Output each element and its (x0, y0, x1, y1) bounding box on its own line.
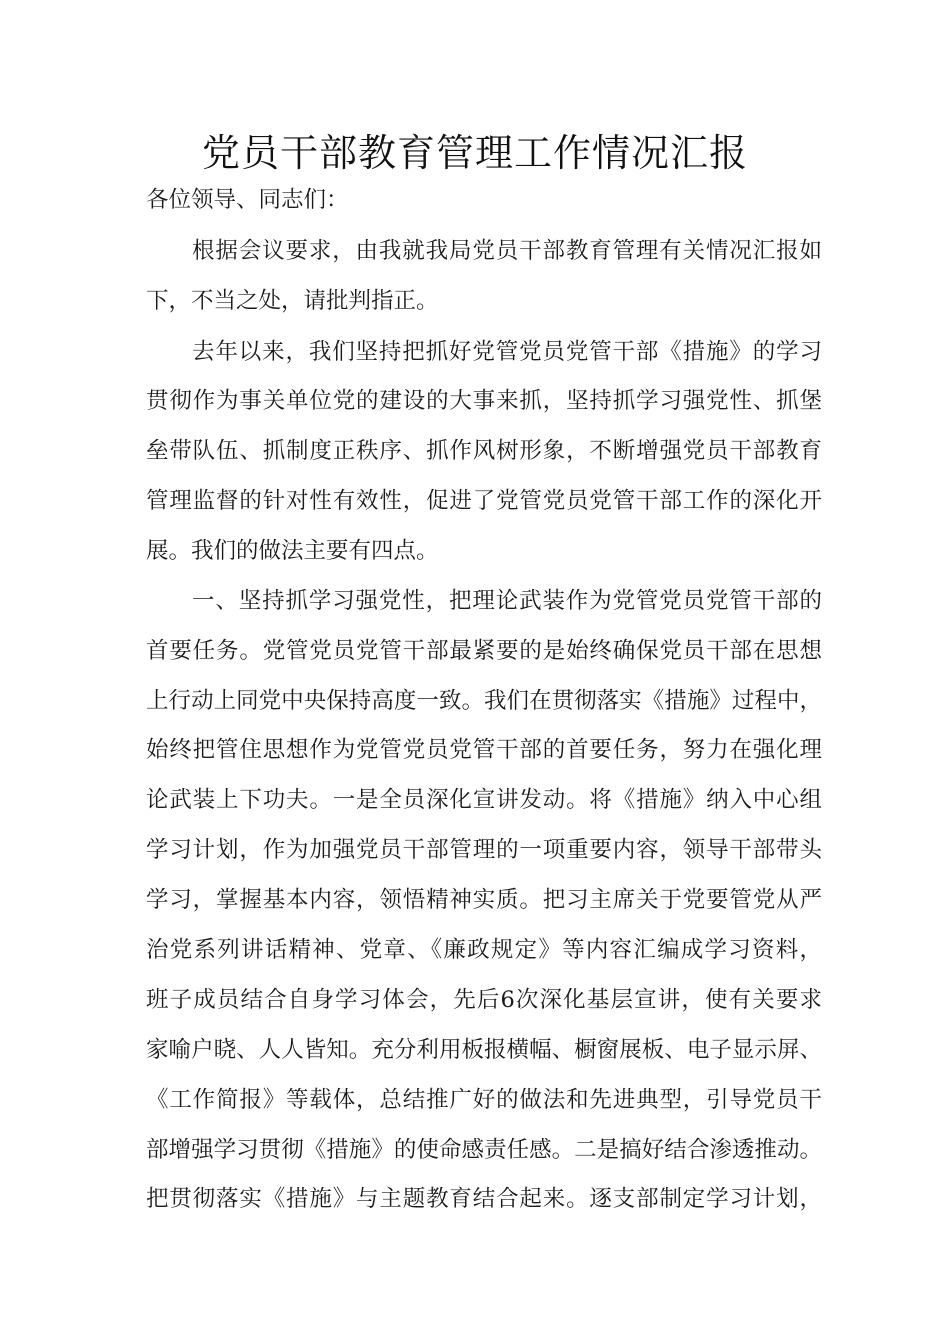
document-title: 党员干部教育管理工作情况汇报 (201, 131, 748, 175)
body-line: 班子成员结合自身学习体会，先后6次深化基层宣讲，使有关要求 (146, 987, 822, 1013)
salutation-line: 各位领导、同志们： (146, 187, 349, 213)
body-line: 根据会议要求，由我就我局党员干部教育管理有关情况汇报如 (192, 238, 822, 264)
body-line: 始终把管住思想作为党管党员党管干部的首要任务，努力在强化理 (146, 737, 822, 763)
body-line: 管理监督的针对性有效性，促进了党管党员党管干部工作的深化开 (146, 488, 822, 514)
body-line: 贯彻作为事关单位党的建设的大事来抓，坚持抓学习强党性、抓堡 (146, 388, 822, 414)
body-line: 学习，掌握基本内容，领悟精神实质。把习主席关于党要管党从严 (146, 887, 822, 913)
body-line: 首要任务。党管党员党管干部最紧要的是始终确保党员干部在思想 (146, 638, 822, 664)
body-line: 上行动上同党中央保持高度一致。我们在贯彻落实《措施》过程中， (146, 688, 822, 714)
body-line: 一、坚持抓学习强党性，把理论武装作为党管党员党管干部的 (192, 588, 822, 614)
body-line: 学习计划，作为加强党员干部管理的一项重要内容，领导干部带头 (146, 837, 822, 863)
body-line: 部增强学习贯彻《措施》的使命感责任感。二是搞好结合渗透推动。 (146, 1137, 822, 1163)
body-line: 治党系列讲话精神、党章、《廉政规定》等内容汇编成学习资料， (146, 937, 822, 963)
body-line: 展。我们的做法主要有四点。 (146, 538, 439, 564)
body-line: 去年以来，我们坚持把抓好党管党员党管干部《措施》的学习 (192, 339, 822, 365)
body-line: 下，不当之处，请批判指正。 (146, 288, 439, 314)
body-line: 把贯彻落实《措施》与主题教育结合起来。逐支部制定学习计划， (146, 1186, 822, 1212)
body-line: 垒带队伍、抓制度正秩序、抓作风树形象，不断增强党员干部教育 (146, 438, 822, 464)
body-line: 家喻户晓、人人皆知。充分利用板报横幅、橱窗展板、电子显示屏、 (146, 1037, 822, 1063)
body-line: 论武装上下功夫。一是全员深化宣讲发动。将《措施》纳入中心组 (146, 787, 822, 813)
body-line: 《工作简报》等载体，总结推广好的做法和先进典型，引导党员干 (146, 1087, 822, 1113)
